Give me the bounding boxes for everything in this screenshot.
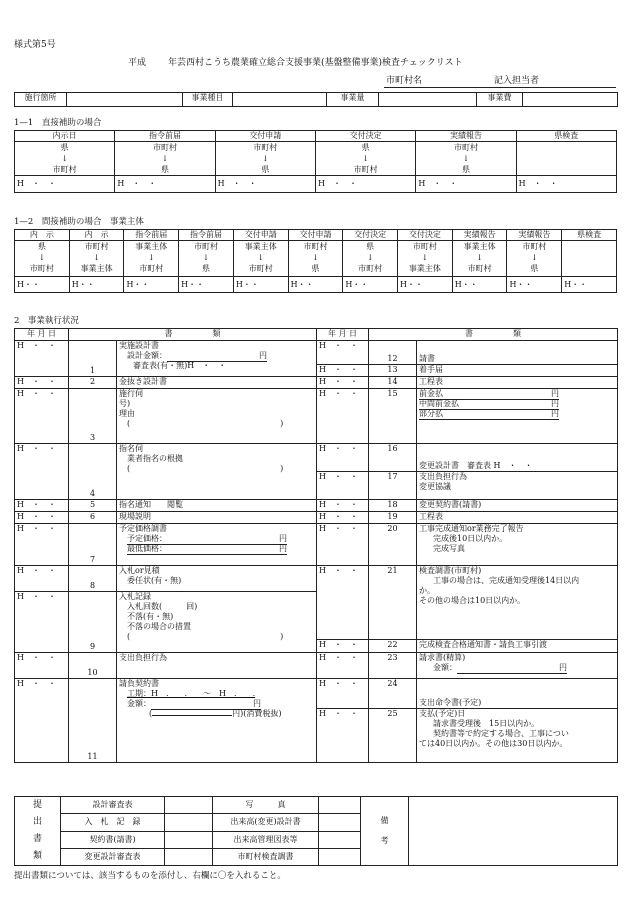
item-no: 7 (69, 524, 117, 566)
item-no: 20 (369, 524, 417, 566)
item-no: 14 (369, 377, 417, 389)
flow-date[interactable]: H・・ (343, 277, 398, 293)
type-value[interactable] (233, 93, 327, 107)
flow-header: 交付申請 (233, 230, 288, 241)
item-22-docs: 完成検査合格通知書・請負工事引渡 (417, 640, 618, 653)
item-20-docs: 工事完成通知or業務完了報告 完成後10日以内か。 完成写真 (417, 524, 618, 566)
date-cell[interactable]: H ・ ・ (317, 444, 369, 472)
item-no: 21 (369, 566, 417, 640)
date-cell[interactable]: H ・ ・ (15, 566, 69, 592)
date-cell[interactable]: H ・ ・ (317, 389, 369, 444)
indirect-subsidy-table (14, 229, 617, 293)
flow-date[interactable]: H・・ (69, 277, 124, 293)
check-cell[interactable] (165, 814, 213, 831)
flow-header: 交付決定 (398, 230, 453, 241)
item-21-docs: 検査調書(市町村) 工事の場合は、完成通知受理後14日以内 か。 その他の場合は10日以内か。 (417, 566, 618, 640)
date-cell[interactable]: H ・ ・ (15, 389, 69, 444)
info-table (14, 92, 618, 107)
item-8-docs: 入札or見積 委任状(有・無) (117, 566, 317, 592)
site-label: 施行箇所 (15, 93, 67, 107)
submission-docs-table (14, 796, 618, 866)
date-cell[interactable]: H ・ ・ (15, 377, 69, 389)
check-cell[interactable] (319, 814, 361, 831)
item-9-docs: 入札記録 入札回数( 回) 不落(有・無) 不落の場合の措置 ( ) (117, 592, 317, 653)
section-1-1-title: 1—1 直接補助の場合 (14, 118, 102, 128)
flow-header: 交付決定 (343, 230, 398, 241)
date-header-right: 年 月 日 (317, 329, 369, 341)
flow-direction: 県 ↓ 市町村 (315, 142, 415, 176)
item-16-docs: 変更設計書 審査表 H ・ ・ (417, 444, 618, 472)
check-cell[interactable] (319, 797, 361, 814)
flow-header: 交付決定 (315, 131, 415, 142)
flow-date[interactable]: H ・ ・ (115, 176, 215, 193)
item-24-docs: 支出命令書(予定) (417, 679, 618, 709)
item-15-docs: 前金払 円 中間前金払 円 部分払 円 (417, 389, 618, 444)
person-label: 記入担当者 (494, 76, 540, 86)
item-no: 1 (69, 341, 117, 377)
date-cell[interactable]: H ・ ・ (15, 592, 69, 653)
item-no: 23 (369, 653, 417, 679)
flow-header: 内 示 (15, 230, 70, 241)
flow-direction: 市町村 ↓ 県 (416, 142, 516, 176)
item-no: 17 (369, 472, 417, 500)
doc-contract: 契約書(請書) (61, 831, 165, 848)
form-number: 様式第5号 (14, 40, 56, 50)
item-no: 5 (69, 500, 117, 512)
flow-header: 実績報告 (452, 230, 507, 241)
footer-note: 提出書類については、該当するものを添付し、右欄に〇を入れること。 (14, 871, 286, 881)
flow-date[interactable]: H・・ (15, 277, 70, 293)
flow-header: 交付申請 (288, 230, 343, 241)
flow-header: 県検査 (516, 131, 616, 142)
date-cell[interactable]: H ・ ・ (317, 679, 369, 709)
date-cell[interactable]: H ・ ・ (15, 512, 69, 524)
flow-direction: 事業主体 ↓ 市町村 (233, 241, 288, 277)
flow-direction: 県 ↓ 市町村 (15, 241, 70, 277)
doc-change-review: 変更設計審査表 (61, 848, 165, 865)
item-no: 15 (369, 389, 417, 444)
doc-header-left: 書 類 (69, 329, 317, 341)
item-no: 13 (369, 365, 417, 377)
flow-direction: 県 ↓ 市町村 (15, 142, 115, 176)
item-no: 2 (69, 377, 117, 389)
item-no: 8 (69, 566, 117, 592)
date-cell[interactable]: H ・ ・ (15, 524, 69, 566)
item-19-docs: 工程表 (417, 512, 618, 524)
remarks-cell[interactable] (409, 797, 618, 866)
item-no: 3 (69, 389, 117, 444)
date-cell[interactable]: H ・ ・ (15, 500, 69, 512)
check-cell[interactable] (165, 831, 213, 848)
item-4-docs: 指名伺 業者指名の根拠 ( ) (117, 444, 317, 500)
flow-direction: 市町村 ↓ 事業主体 (398, 241, 453, 277)
item-12-docs: 請書 (417, 341, 618, 365)
section-2-title: 2 事業執行状況 (14, 316, 79, 326)
item-10-docs: 支出負担行為 (117, 653, 317, 679)
header-underline (384, 87, 616, 88)
item-no: 4 (69, 444, 117, 500)
date-cell[interactable]: H ・ ・ (317, 653, 369, 679)
item-no: 11 (69, 679, 117, 763)
date-cell[interactable]: H ・ ・ (317, 512, 369, 524)
cost-value[interactable] (523, 93, 618, 107)
item-23-docs: 請求書(精算) 金額： 円 (417, 653, 618, 679)
flow-direction: 事業主体 ↓ 市町村 (124, 241, 179, 277)
remarks-label: 備 考 (361, 797, 409, 866)
date-cell[interactable]: H ・ ・ (15, 653, 69, 679)
doc-bid-record: 入 札 記 録 (61, 814, 165, 831)
flow-header: 交付申請 (215, 131, 315, 142)
flow-header: 県検査 (562, 230, 617, 241)
flow-direction: 市町村 ↓ 県 (507, 241, 562, 277)
flow-date[interactable]: H ・ ・ (516, 176, 616, 193)
title-prefix: 平成 (128, 58, 147, 68)
date-cell[interactable]: H ・ ・ (317, 365, 369, 377)
flow-direction: 市町村 ↓ 県 (115, 142, 215, 176)
date-cell[interactable]: H ・ ・ (317, 709, 369, 763)
date-cell[interactable]: H ・ ・ (317, 472, 369, 500)
item-no: 25 (369, 709, 417, 763)
item-2-docs: 金抜き設計書 (117, 377, 317, 389)
item-no: 12 (369, 341, 417, 365)
item-no: 22 (369, 640, 417, 653)
flow-date[interactable]: H・・ (179, 277, 234, 293)
flow-date[interactable]: H・・ (562, 277, 617, 293)
flow-header: 指令前届 (124, 230, 179, 241)
type-label: 事業種目 (183, 93, 233, 107)
flow-header: 内 示 (69, 230, 124, 241)
date-cell[interactable]: H ・ ・ (317, 341, 369, 365)
doc-progress-design: 出来高(変更)設計書 (213, 814, 319, 831)
volume-label: 事業量 (327, 93, 379, 107)
flow-direction: 市町村 ↓ 県 (179, 241, 234, 277)
item-1-docs: 実施設計書 設計金額： 円 審査表(有・無)H ・ ・ (117, 341, 317, 377)
flow-direction: 県 ↓ 市町村 (343, 241, 398, 277)
item-no: 19 (369, 512, 417, 524)
flow-date[interactable]: H・・ (507, 277, 562, 293)
flow-date[interactable]: H・・ (124, 277, 179, 293)
item-no: 18 (369, 500, 417, 512)
item-6-docs: 現場説明 (117, 512, 317, 524)
page-title: 年芸西村こうち農業確立総合支援事業(基盤整備事業)検査チェックリスト (168, 58, 463, 68)
flow-direction (562, 241, 617, 277)
date-cell[interactable]: H ・ ・ (317, 377, 369, 389)
date-cell[interactable]: H ・ ・ (15, 341, 69, 377)
date-cell[interactable]: H ・ ・ (317, 524, 369, 566)
item-25-docs: 支払(予定)日 請求書受理後 15日以内か。 契約書等で約定する場合、工事につい ては40日以内か。その他は30日以内か。 (417, 709, 618, 763)
item-11-docs: 請負契約書 工期：H . . ～ H . . 金額： 円 ( 円)(消費税抜) (117, 679, 317, 763)
item-18-docs: 変更契約書(請書) (417, 500, 618, 512)
flow-direction: 市町村 ↓ 県 (288, 241, 343, 277)
check-cell[interactable] (165, 797, 213, 814)
cost-label: 事業費 (477, 93, 523, 107)
flow-date[interactable]: H ・ ・ (315, 176, 415, 193)
submission-label: 提 出 書 類 (15, 797, 61, 866)
item-7-docs: 予定価格調書 予定価格： 円 最低価格： 円 (117, 524, 317, 566)
item-no: 6 (69, 512, 117, 524)
flow-direction: 事業主体 ↓ 市町村 (452, 241, 507, 277)
item-no: 9 (69, 592, 117, 653)
flow-date[interactable]: H ・ ・ (15, 176, 115, 193)
flow-header: 実績報告 (507, 230, 562, 241)
doc-inspection-report: 市町村検査調書 (213, 848, 319, 865)
flow-date[interactable]: H・・ (288, 277, 343, 293)
item-no: 10 (69, 653, 117, 679)
item-no: 16 (369, 444, 417, 472)
flow-date[interactable]: H・・ (398, 277, 453, 293)
doc-photos: 写 真 (213, 797, 319, 814)
site-value[interactable] (67, 93, 183, 107)
section-1-2-title: 1—2 間接補助の場合 事業主体 (14, 217, 144, 227)
flow-date[interactable]: H ・ ・ (416, 176, 516, 193)
flow-direction: 市町村 ↓ 県 (215, 142, 315, 176)
item-3-docs: 施行伺 号) 理由 ( ) (117, 389, 317, 444)
flow-date[interactable]: H ・ ・ (215, 176, 315, 193)
volume-value[interactable] (379, 93, 477, 107)
check-cell[interactable] (319, 848, 361, 865)
execution-status-table (14, 328, 618, 763)
flow-date[interactable]: H・・ (452, 277, 507, 293)
date-cell[interactable]: H ・ ・ (15, 679, 69, 763)
direct-subsidy-table (14, 130, 617, 193)
flow-date[interactable]: H・・ (233, 277, 288, 293)
date-cell[interactable]: H ・ ・ (15, 444, 69, 500)
date-header-left: 年 月 日 (15, 329, 69, 341)
flow-header: 指令前届 (115, 131, 215, 142)
check-cell[interactable] (319, 831, 361, 848)
check-cell[interactable] (165, 848, 213, 865)
doc-header-right: 書 類 (369, 329, 618, 341)
doc-progress-charts: 出来高管理図表等 (213, 831, 319, 848)
municipality-label: 市町村名 (386, 76, 423, 86)
item-13-docs: 着手届 (417, 365, 618, 377)
date-cell[interactable]: H ・ ・ (317, 640, 369, 653)
flow-header: 指令前届 (179, 230, 234, 241)
flow-header: 内示日 (15, 131, 115, 142)
flow-direction: 市町村 ↓ 事業主体 (69, 241, 124, 277)
flow-header: 実績報告 (416, 131, 516, 142)
doc-design-review: 設計審査表 (61, 797, 165, 814)
item-no: 24 (369, 679, 417, 709)
item-17-docs: 支出負担行為 変更協議 (417, 472, 618, 500)
date-cell[interactable]: H ・ ・ (317, 566, 369, 640)
item-5-docs: 指名通知 閲覧 (117, 500, 317, 512)
date-cell[interactable]: H ・ ・ (317, 500, 369, 512)
item-14-docs: 工程表 (417, 377, 618, 389)
flow-direction (516, 142, 616, 176)
